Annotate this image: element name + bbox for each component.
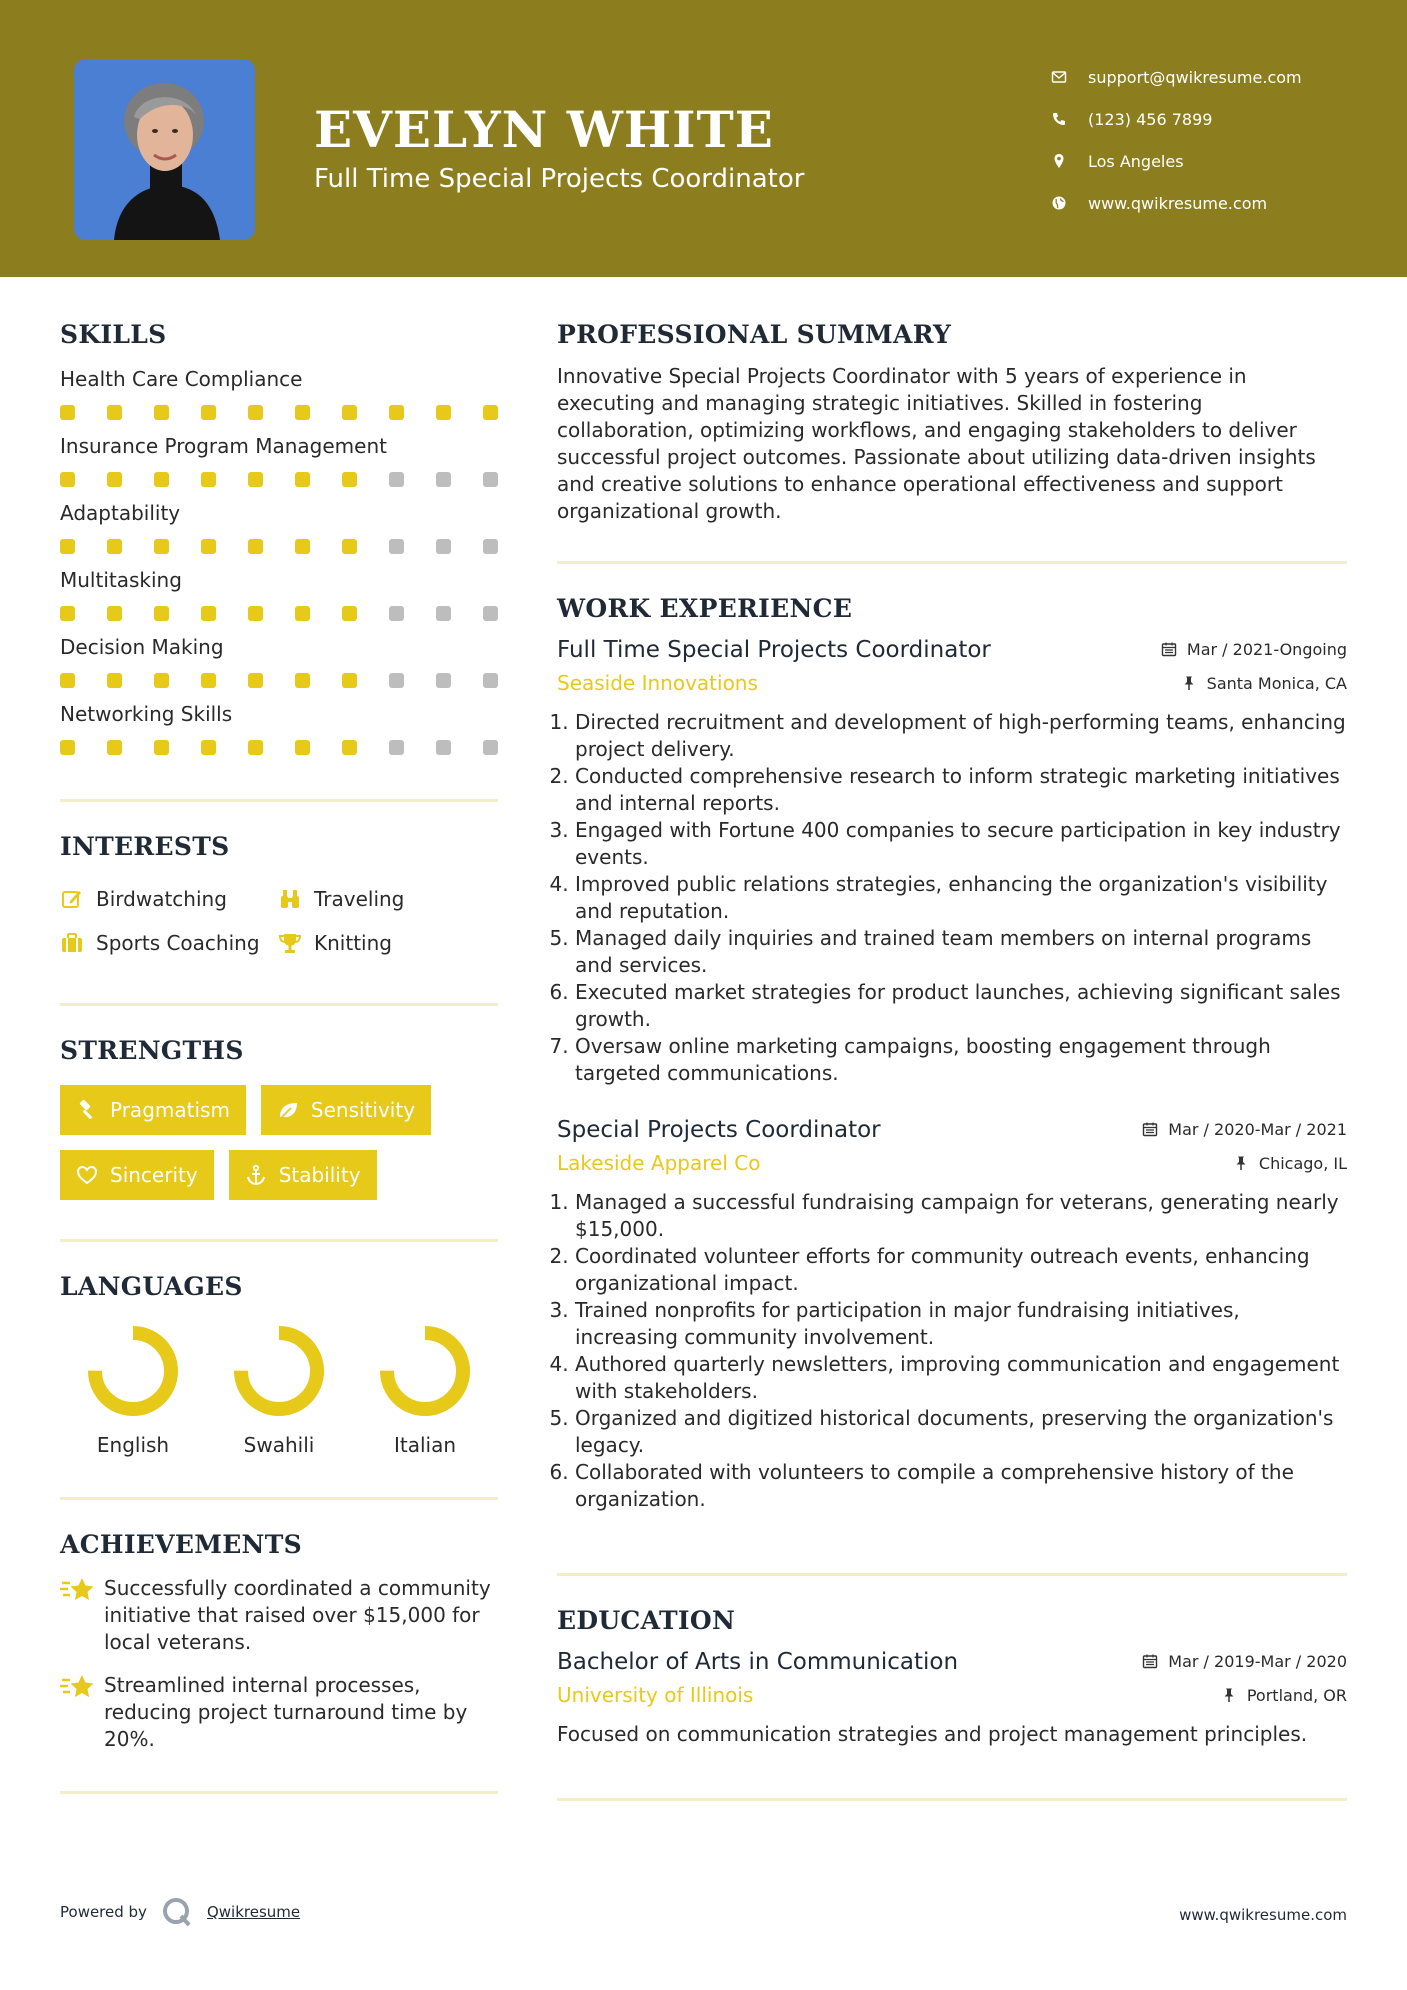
duty-item: 6. Collaborated with volunteers to compile a comprehensive history of the organization. xyxy=(575,1459,1347,1513)
skill-rating-dot xyxy=(483,673,498,688)
interests-list xyxy=(60,877,498,965)
skill-rating-dot xyxy=(248,673,263,688)
skill-name: Adaptability xyxy=(60,501,181,525)
skill-rating-dot xyxy=(436,606,451,621)
skill-rating-dot xyxy=(60,673,75,688)
interest-item xyxy=(60,887,278,911)
contact-location-text: Los Angeles xyxy=(1088,151,1184,171)
leaf-icon xyxy=(277,1099,299,1121)
skill-rating-dot xyxy=(60,472,75,487)
strength-badge xyxy=(229,1150,377,1200)
skill-rating-dot xyxy=(295,405,310,420)
skill-rating-dot xyxy=(389,606,404,621)
skill-rating-dot xyxy=(342,539,357,554)
job-location xyxy=(1181,674,1347,693)
job-date-text: Mar / 2021-Ongoing xyxy=(1186,639,1347,659)
skill-rating-dot xyxy=(60,740,75,755)
skill-rating-dot xyxy=(248,472,263,487)
job-entry xyxy=(557,1117,1347,1513)
strength-label: Stability xyxy=(278,1163,361,1187)
contact-phone-text: (123) 456 7899 xyxy=(1088,109,1213,129)
skill-rating-dot xyxy=(342,673,357,688)
languages-list xyxy=(60,1323,498,1457)
job-date xyxy=(1161,640,1347,659)
section-divider xyxy=(60,799,498,802)
skill-rating-dot xyxy=(154,740,169,755)
heart-icon xyxy=(76,1164,98,1186)
achievement-text: Successfully coordinated a community initiative that raised over $15,000 for local veterans. xyxy=(104,1576,491,1654)
interests-heading: INTERESTS xyxy=(60,832,230,861)
duty-item: 3. Engaged with Fortune 400 companies to secure participation in key industry events. xyxy=(575,817,1347,871)
gavel-icon xyxy=(76,1099,98,1121)
contact-location xyxy=(1050,140,1302,182)
duty-item: 3. Trained nonprofits for participation in major fundraising initiatives, increasing community involvement. xyxy=(575,1297,1347,1351)
summary-text: Innovative Special Projects Coordinator with 5 years of experience in executing and managing strategic initiatives. Skilled in fostering collaboration, optimizing workflows, and engaging stakeholders to deliver successful project outcomes. Passionate about utilizing data-driven insights and creative solutions to enhance operational effectiveness and support organizational growth. xyxy=(557,364,1316,523)
language-name: Swahili xyxy=(243,1433,315,1457)
globe-icon xyxy=(1050,194,1068,212)
interest-label: Knitting xyxy=(314,931,392,955)
shooting-star-icon xyxy=(60,1575,96,1605)
education-date-text: Mar / 2019-Mar / 2020 xyxy=(1168,1651,1347,1671)
skill-rating xyxy=(60,405,498,420)
contact-email-text[interactable]: support@qwikresume.com xyxy=(1088,67,1302,87)
language-item xyxy=(352,1323,498,1457)
skill-rating-dot xyxy=(107,740,122,755)
skill-rating-dot xyxy=(107,539,122,554)
skill-name: Health Care Compliance xyxy=(60,367,303,391)
interest-item xyxy=(278,931,392,955)
job-duties xyxy=(557,709,1347,1087)
skill-rating xyxy=(60,673,498,688)
skill-name: Decision Making xyxy=(60,635,224,659)
language-name: English xyxy=(96,1433,170,1457)
education-location-text: Portland, OR xyxy=(1246,1685,1347,1705)
job-title: Full Time Special Projects Coordinator xyxy=(557,637,991,663)
skill-rating-dot xyxy=(295,673,310,688)
footer-powered-by xyxy=(60,1896,300,1928)
job-title: Special Projects Coordinator xyxy=(557,1117,881,1143)
skill-rating-dot xyxy=(389,740,404,755)
achievements-heading: ACHIEVEMENTS xyxy=(60,1530,302,1559)
section-divider xyxy=(60,1239,498,1242)
skill-rating-dot xyxy=(342,740,357,755)
binoculars-icon xyxy=(278,887,302,911)
section-divider xyxy=(557,1798,1347,1801)
candidate-title: Full Time Special Projects Coordinator xyxy=(314,164,805,194)
interests-row xyxy=(60,877,498,921)
skill-rating xyxy=(60,740,498,755)
contact-phone xyxy=(1050,98,1302,140)
achievement-item xyxy=(60,1672,498,1753)
skill-rating-dot xyxy=(107,673,122,688)
skill-rating-dot xyxy=(154,606,169,621)
job-location-text: Chicago, IL xyxy=(1258,1153,1347,1173)
pushpin-icon xyxy=(1181,675,1197,691)
duty-item: 4. Authored quarterly newsletters, improving communication and engagement with stakeholders. xyxy=(575,1351,1347,1405)
skill-rating-dot xyxy=(483,539,498,554)
skill-rating-dot xyxy=(154,673,169,688)
suitcase-icon xyxy=(60,931,84,955)
skill-rating-dot xyxy=(201,539,216,554)
skill-name: Networking Skills xyxy=(60,702,233,726)
education-heading: EDUCATION xyxy=(557,1606,736,1635)
strengths-list xyxy=(60,1085,498,1215)
skill-rating-dot xyxy=(248,740,263,755)
skill-rating-dot xyxy=(483,405,498,420)
skill-rating-dot xyxy=(436,472,451,487)
qwikresume-link[interactable]: Qwikresume xyxy=(206,1903,301,1921)
skill-rating-dot xyxy=(295,740,310,755)
education-entry xyxy=(557,1649,1347,1748)
achievement-item xyxy=(60,1575,498,1656)
skill-rating-dot xyxy=(342,472,357,487)
skill-rating-dot xyxy=(201,673,216,688)
skill-rating-dot xyxy=(436,539,451,554)
work-heading: WORK EXPERIENCE xyxy=(557,594,853,623)
job-subheader xyxy=(557,671,1347,695)
contact-website xyxy=(1050,182,1302,224)
interest-label: Sports Coaching xyxy=(96,931,260,955)
skill-rating-dot xyxy=(60,405,75,420)
edit-icon xyxy=(60,887,84,911)
language-ring xyxy=(85,1323,181,1419)
envelope-icon xyxy=(1050,68,1068,86)
skill-rating-dot xyxy=(389,472,404,487)
job-date xyxy=(1142,1120,1347,1139)
job-duties xyxy=(557,1189,1347,1513)
skill-rating-dot xyxy=(248,539,263,554)
calendar-icon xyxy=(1142,1121,1158,1137)
trophy-icon xyxy=(278,931,302,955)
skill-rating-dot xyxy=(342,606,357,621)
interest-item xyxy=(278,887,404,911)
company-name: Seaside Innovations xyxy=(557,671,758,695)
skill-rating-dot xyxy=(295,606,310,621)
skill-name: Multitasking xyxy=(60,568,182,592)
duty-item: 1. Directed recruitment and development of high-performing teams, enhancing project delivery. xyxy=(575,709,1347,763)
duty-item: 5. Organized and digitized historical documents, preserving the organization's legacy. xyxy=(575,1405,1347,1459)
education-description: Focused on communication strategies and project management principles. xyxy=(557,1722,1308,1746)
skill-rating-dot xyxy=(154,405,169,420)
job-location xyxy=(1233,1154,1347,1173)
duty-item: 6. Executed market strategies for product launches, achieving significant sales growth. xyxy=(575,979,1347,1033)
school-name: University of Illinois xyxy=(557,1683,754,1707)
achievements-list xyxy=(60,1575,498,1753)
interest-item xyxy=(60,931,278,955)
interest-label: Traveling xyxy=(314,887,405,911)
skill-rating xyxy=(60,472,498,487)
contact-email xyxy=(1050,56,1302,98)
language-level-arc xyxy=(387,1333,463,1409)
calendar-icon xyxy=(1142,1653,1158,1669)
duty-item: 4. Improved public relations strategies, enhancing the organization's visibility and reputation. xyxy=(575,871,1347,925)
company-name: Lakeside Apparel Co xyxy=(557,1151,761,1175)
skill-rating-dot xyxy=(248,405,263,420)
anchor-icon xyxy=(245,1164,267,1186)
duty-item: 5. Managed daily inquiries and trained team members on internal programs and services. xyxy=(575,925,1347,979)
job-header xyxy=(557,1117,1347,1143)
skills-list xyxy=(60,367,498,755)
strength-badge xyxy=(261,1085,431,1135)
job-header xyxy=(557,637,1347,663)
powered-by-text: Powered by xyxy=(60,1903,147,1921)
skill-rating-dot xyxy=(201,405,216,420)
calendar-icon xyxy=(1161,641,1177,657)
skill-rating-dot xyxy=(483,740,498,755)
profile-photo xyxy=(74,59,255,240)
language-level-arc xyxy=(95,1333,171,1409)
qwikresume-logo-icon xyxy=(161,1896,193,1928)
pushpin-icon xyxy=(1233,1155,1249,1171)
skill-rating-dot xyxy=(389,673,404,688)
skill-rating-dot xyxy=(201,472,216,487)
education-subheader xyxy=(557,1683,1347,1707)
shooting-star-icon xyxy=(60,1672,96,1702)
strength-label: Sincerity xyxy=(110,1163,198,1187)
duty-item: 1. Managed a successful fundraising campaign for veterans, generating nearly $15,000. xyxy=(575,1189,1347,1243)
interests-row xyxy=(60,921,498,965)
skill-rating-dot xyxy=(154,472,169,487)
skill-rating-dot xyxy=(436,740,451,755)
skill-rating-dot xyxy=(389,405,404,420)
language-ring xyxy=(377,1323,473,1419)
language-item xyxy=(206,1323,352,1457)
footer-website[interactable]: www.qwikresume.com xyxy=(1179,1906,1347,1924)
language-item xyxy=(60,1323,206,1457)
education-location xyxy=(1221,1686,1347,1705)
job-location-text: Santa Monica, CA xyxy=(1206,673,1347,693)
skill-rating-dot xyxy=(295,472,310,487)
section-divider xyxy=(557,1573,1347,1576)
strength-label: Pragmatism xyxy=(110,1098,230,1122)
skill-rating-dot xyxy=(107,606,122,621)
duty-item: 7. Oversaw online marketing campaigns, boosting engagement through targeted communications. xyxy=(575,1033,1347,1087)
skill-rating-dot xyxy=(436,673,451,688)
strength-label: Sensitivity xyxy=(310,1098,416,1122)
skill-rating-dot xyxy=(107,405,122,420)
skill-rating xyxy=(60,539,498,554)
language-name: Italian xyxy=(393,1433,457,1457)
interest-label: Birdwatching xyxy=(96,887,227,911)
degree-name: Bachelor of Arts in Communication xyxy=(557,1649,959,1675)
strengths-heading: STRENGTHS xyxy=(60,1036,244,1065)
map-pin-icon xyxy=(1050,152,1068,170)
skill-rating-dot xyxy=(248,606,263,621)
language-ring xyxy=(231,1323,327,1419)
languages-heading: LANGUAGES xyxy=(60,1272,243,1301)
strength-badge xyxy=(60,1150,214,1200)
section-divider xyxy=(60,1791,498,1794)
contact-list xyxy=(1050,56,1302,224)
skill-rating-dot xyxy=(154,539,169,554)
skill-rating-dot xyxy=(201,740,216,755)
skill-rating-dot xyxy=(107,472,122,487)
candidate-name: EVELYN WHITE xyxy=(314,100,774,159)
resume-header xyxy=(0,0,1407,277)
section-divider xyxy=(557,561,1347,564)
duty-item: 2. Coordinated volunteer efforts for community outreach events, enhancing organizational impact. xyxy=(575,1243,1347,1297)
duty-item: 2. Conducted comprehensive research to inform strategic marketing initiatives and internal reports. xyxy=(575,763,1347,817)
skill-rating-dot xyxy=(483,606,498,621)
skill-rating-dot xyxy=(201,606,216,621)
job-date-text: Mar / 2020-Mar / 2021 xyxy=(1168,1119,1347,1139)
skill-rating-dot xyxy=(295,539,310,554)
section-divider xyxy=(60,1497,498,1500)
skill-rating-dot xyxy=(389,539,404,554)
skill-rating-dot xyxy=(436,405,451,420)
job-entry xyxy=(557,637,1347,1087)
skill-rating-dot xyxy=(60,606,75,621)
pushpin-icon xyxy=(1221,1687,1237,1703)
section-divider xyxy=(60,1003,498,1006)
summary-heading: PROFESSIONAL SUMMARY xyxy=(557,320,952,349)
job-subheader xyxy=(557,1151,1347,1175)
skill-rating-dot xyxy=(483,472,498,487)
achievement-text: Streamlined internal processes, reducing project turnaround time by 20%. xyxy=(104,1673,468,1751)
skills-heading: SKILLS xyxy=(60,320,167,349)
skill-rating-dot xyxy=(342,405,357,420)
phone-icon xyxy=(1050,110,1068,128)
right-column xyxy=(557,320,1347,1801)
skill-rating xyxy=(60,606,498,621)
education-header xyxy=(557,1649,1347,1675)
skill-rating-dot xyxy=(60,539,75,554)
skill-name: Insurance Program Management xyxy=(60,434,387,458)
strength-badge xyxy=(60,1085,246,1135)
contact-website-text[interactable]: www.qwikresume.com xyxy=(1088,193,1268,213)
language-level-arc xyxy=(241,1333,317,1409)
left-column xyxy=(60,320,498,1794)
education-date xyxy=(1142,1652,1347,1671)
profile-photo-illustration xyxy=(74,59,255,240)
